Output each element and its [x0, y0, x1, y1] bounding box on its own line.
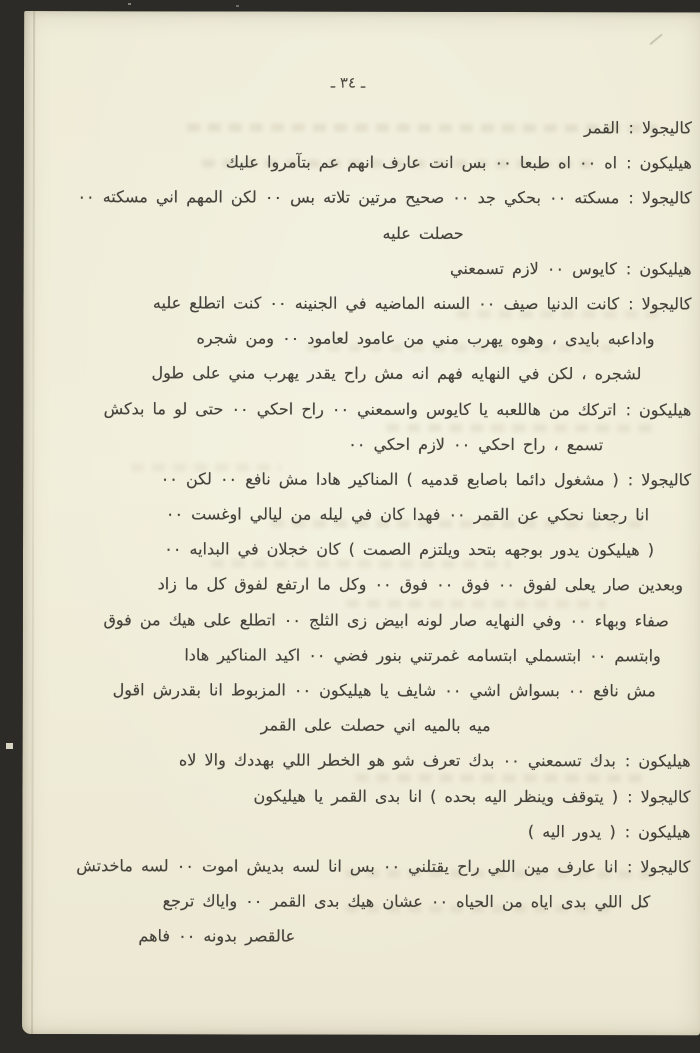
- pencil-mark: [649, 33, 663, 45]
- continuation-line: [41, 426, 691, 463]
- dialogue-text: حصلت عليه: [382, 223, 464, 243]
- dialogue-line: [40, 778, 690, 815]
- dialogue-line: [41, 391, 691, 428]
- dialogue-text: ( يدور اليه ): [527, 821, 616, 841]
- dialogue-text: لشجره ، لكن في النهايه فهم انه مش راح يقدر يهرب مني على طول: [151, 363, 642, 384]
- scanner-speck: [236, 5, 239, 7]
- paper-crease: [31, 11, 35, 1034]
- paper-sheet: [22, 11, 700, 1035]
- continuation-line: [41, 637, 691, 674]
- dialogue-line: [42, 109, 692, 146]
- dialogue-text: وبعدين صار يعلى لفوق ٠٠ فوق ٠٠ فوق ٠٠ وكل ما ارتفع لفوق كل ما زاد: [157, 574, 683, 595]
- continuation-line: [41, 602, 691, 639]
- dialogue-text: تسمع ، راح احكي ٠٠ لازم احكي ٠٠: [348, 434, 604, 454]
- dialogue-text: صفاء وبهاء ٠٠ وفي النهايه صار لونه ابيض زى الثلج ٠٠ اتطلع على هيك من فوق: [103, 609, 669, 630]
- dialogue-text: ( يتوقف وينظر اليه بحده ) انا بدى القمر يا هيليكون: [253, 786, 619, 806]
- dialogue-text: القمر: [583, 118, 620, 138]
- continuation-line: [42, 215, 692, 252]
- continuation-line: [41, 566, 691, 603]
- speaker-name: كاليجولا :: [626, 857, 691, 877]
- dialogue-text: وابتسم ٠٠ ابتسملي ابتسامه غمرتني بنور فضي ٠٠ اكيد المناكير هادا: [184, 645, 661, 666]
- speaker-name: هيليكون :: [625, 399, 692, 419]
- dialogue-text: انا رجعنا نحكي عن القمر ٠٠ فهدا كان في ليله من ليالي اوغست ٠٠: [165, 504, 650, 525]
- dialogue-line: [41, 742, 691, 779]
- speaker-name: كاليجولا :: [627, 470, 692, 490]
- scanner-speck: [128, 3, 131, 5]
- speaker-name: هيليكون :: [624, 822, 691, 842]
- dialogue-line: [40, 813, 690, 850]
- dialogue-line: [41, 285, 691, 322]
- continuation-line: [41, 531, 691, 568]
- dialogue-text: واداعبه بايدى ، وهوه يهرب مني من عامود لعامود ٠٠ ومن شجره: [196, 328, 655, 349]
- dialogue-line: [40, 848, 690, 885]
- speaker-name: كاليجولا :: [628, 118, 692, 138]
- dialogue-text: ( مشغول دائما باصابع قدميه ) المناكير هادا مش نافع ٠٠ لكن ٠٠: [160, 469, 619, 490]
- dialogue-text: ميه بالميه اني حصلت على القمر: [260, 715, 491, 736]
- continuation-line: [40, 918, 690, 955]
- continuation-line: [41, 707, 691, 744]
- script-lines: [40, 109, 692, 955]
- dialogue-line: [42, 250, 692, 287]
- dialogue-text: كل اللي بدى اياه من الحياه ٠٠ عشان هيك بدى القمر ٠٠ واياك ترجع: [162, 891, 651, 912]
- continuation-line: [41, 320, 691, 357]
- speaker-name: كاليجولا :: [627, 786, 691, 806]
- speaker-name: كاليجولا :: [628, 188, 692, 208]
- dialogue-line: [42, 144, 692, 181]
- dialogue-line: [42, 179, 692, 216]
- speaker-name: هيليكون :: [624, 751, 691, 771]
- dialogue-text: اتركك من هاللعبه يا كايوس واسمعني ٠٠ راح احكي ٠٠ حتى لو ما بدكش: [103, 398, 617, 419]
- speaker-name: هيليكون :: [626, 153, 692, 173]
- speaker-name: هيليكون :: [625, 259, 692, 279]
- scanner-speck: [6, 743, 13, 749]
- continuation-line: [41, 355, 691, 392]
- dialogue-text: كانت الدنيا صيف ٠٠ السنه الماضيه في الجنينه ٠٠ كنت اتطلع عليه: [152, 293, 620, 314]
- page-number: ـ ٣٤ ـ: [330, 73, 366, 92]
- dialogue-text: عالقصر بدونه ٠٠ فاهم: [138, 926, 296, 946]
- dialogue-text: انا عارف مين اللي راح يقتلني ٠٠ بس انا لسه بديش اموت ٠٠ لسه ماخدتش: [76, 856, 618, 877]
- dialogue-text: اه ٠٠ اه طبعا ٠٠ بس انت عارف انهم عم بتآمروا عليك: [225, 152, 618, 173]
- dialogue-text: كايوس ٠٠ لازم تسمعني: [450, 258, 617, 278]
- speaker-name: كاليجولا :: [628, 294, 692, 314]
- continuation-line: [41, 496, 691, 533]
- continuation-line: [41, 672, 691, 709]
- continuation-line: [40, 883, 690, 920]
- dialogue-text: ( هيليكون يدور بوجهه بتحد ويلتزم الصمت ) كان خجلان في البدايه ٠٠: [164, 539, 655, 560]
- dialogue-text: بدك تسمعني ٠٠ بدك تعرف شو هو الخطر اللي بهددك والا لاه: [178, 750, 616, 771]
- dialogue-text: مش نافع ٠٠ بسواش اشي ٠٠ شايف يا هيليكون ٠٠ المزبوط انا بقدرش اقول: [112, 680, 656, 701]
- dialogue-line: [41, 461, 691, 498]
- dialogue-text: مسكته ٠٠ بحكي جد ٠٠ صحيح مرتين تلاته بس ٠٠ لكن المهم اني مسكته ٠٠: [77, 187, 620, 208]
